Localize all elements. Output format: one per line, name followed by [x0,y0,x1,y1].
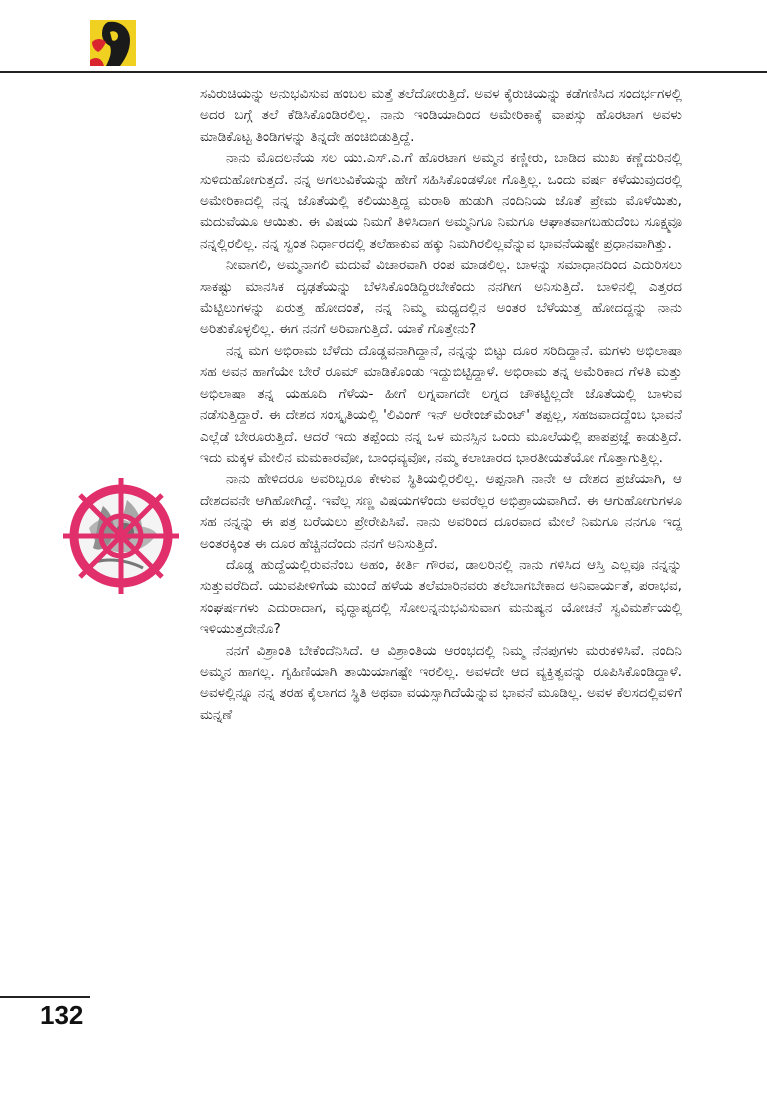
page-number: 132 [40,1000,84,1030]
article-paragraph: ನಾನು ಮೊದಲನೆಯ ಸಲ ಯು.ಎಸ್.ಎ.ಗೆ ಹೊರಟಾಗ ಅಮ್ಮನ ಕಣ್ಣೀರು, ಬಾಡಿದ ಮುಖ ಕಣ್ಣೆದುರಿನಲ್ಲಿ ಸುಳಿದುಹೋಗುತ್ತದೆ. ನನ್ನ ಅಗಲುವಿಕೆಯನ್ನು ಹೇಗೆ ಸಹಿಸಿಕೊಂಡಳೋ ಗೊತ್ತಿಲ್ಲ. ಒಂದು ವರ್ಷ ಕಳೆಯುವುದರಲ್ಲಿ ಅಮೇರಿಕಾದಲ್ಲಿ ನನ್ನ ಜೊತೆಯಲ್ಲಿ ಕಲಿಯುತ್ತಿದ್ದ ಮರಾಠಿ ಹುಡುಗಿ ನಂದಿನಿಯ ಜೊತೆ ಪ್ರೇಮ ಮೊಳೆಯಿತು, ಮದುವೆಯೂ ಆಯಿತು. ಈ ವಿಷಯ ನಿಮಗೆ ತಿಳಿಸಿದಾಗ ಅಮ್ಮನಿಗೂ ನಿಮಗೂ ಆಘಾತವಾಗಬಹುದೆಂಬ ಸೂಕ್ಷ್ಮವೂ ನನ್ನಲ್ಲಿರಲಿಲ್ಲ. ನನ್ನ ಸ್ವಂತ ನಿರ್ಧಾರದಲ್ಲಿ ತಲೆಹಾಕುವ ಹಕ್ಕು ನಿಮಗಿರಲಿಲ್ಲವೆನ್ನುವ ಭಾವನೆಯಷ್ಟೇ ಪ್ರಧಾನವಾಗಿತ್ತು. [200,150,682,252]
article-paragraph: ನನ್ನ ಮಗ ಅಭಿರಾಮ ಬೆಳೆದು ದೊಡ್ಡವನಾಗಿದ್ದಾನೆ, ನನ್ನನ್ನು ಬಿಟ್ಟು ದೂರ ಸರಿದಿದ್ದಾನೆ. ಮಗಳು ಅಭಿಲಾಷಾ ಸಹ ಅವನ ಹಾಗೆಯೇ ಬೇರೆ ರೂಮ್ ಮಾಡಿಕೊಂಡು ಇದ್ದುಬಿಟ್ಟಿದ್ದಾಳೆ. ಅಭಿರಾಮ ತನ್ನ ಅಮೆರಿಕಾದ ಗೆಳತಿ ಮತ್ತು ಅಭಿಲಾಷಾ ತನ್ನ ಯಹೂದಿ ಗೆಳೆಯ- ಹೀಗೆ ಲಗ್ನವಾಗದೇ ಲಗ್ನದ ಚೌಕಟ್ಟಿಲ್ಲದೇ ಜೊತೆಯಲ್ಲಿ ಬಾಳುವ ನಡೆಸುತ್ತಿದ್ದಾರೆ. ಈ ದೇಶದ ಸಂಸ್ಕೃತಿಯಲ್ಲಿ 'ಲಿವಿಂಗ್ ಇನ್ ಅರೇಂಜ್‌ಮೆಂಟ್' ತಪ್ಪಲ್ಲ, ಸಹಜವಾದದ್ದೆಂಬ ಭಾವನೆ ಎಲ್ಲೆಡೆ ಬೇರೂರುತ್ತಿದೆ. ಆದರೆ ಇದು ತಪ್ಪೆಂದು ನನ್ನ ಒಳ ಮನಸ್ಸಿನ ಒಂದು ಮೂಲೆಯಲ್ಲಿ ಪಾಪಪ್ರಜ್ಞೆ ಕಾಡುತ್ತಿದೆ. ಇದು ಮಕ್ಕಳ ಮೇಲಿನ ಮಮಕಾರವೋ, ಬಾಂಧವ್ಯವೋ, ನಮ್ಮ ಕಲಾಚಾರದ ಭಾರತೀಯತೆಯೋ ಗೊತ್ತಾಗುತ್ತಿಲ್ಲ. [200,342,682,466]
article-body [200,84,682,726]
article-paragraph: ದೊಡ್ಡ ಹುದ್ದೆಯಲ್ಲಿರುವನೆಂಬ ಅಹಂ, ಕೀರ್ತಿ ಗೌರವ, ಡಾಲರಿನಲ್ಲಿ ನಾನು ಗಳಿಸಿದ ಆಸ್ತಿ ಎಲ್ಲವೂ ನನ್ನನ್ನು ಸುತ್ತುವರೆದಿದೆ. ಯುವಪೀಳಿಗೆಯ ಮುಂದೆ ಹಳೆಯ ತಲೆಮಾರಿನವರು ತಲೆಬಾಗಬೇಕಾದ ಅನಿವಾರ್ಯತೆ, ಪರಾಭವ, ಸಂಘರ್ಷಗಳು ಎದುರಾದಾಗ, ವೃದ್ಧಾಪ್ಯದಲ್ಲಿ ಸೋಲನ್ನನುಭವಿಸುವಾಗ ಮನುಷ್ಯನ ಯೋಚನೆ ಸ್ವವಿಮರ್ಶೆಯಲ್ಲಿ ಇಳಿಯುತ್ತದೇನೊ? [200,556,682,638]
header-rule [0,71,767,73]
footer-rule [0,996,90,998]
article-paragraph: ಸವಿರುಚಿಯನ್ನು ಅನುಭವಿಸುವ ಹಂಬಲ ಮತ್ತೆ ತಲೆದೋರುತ್ತಿದೆ. ಅವಳ ಕೈರುಚಿಯನ್ನು ಕಡೆಗಣಿಸಿದ ಸಂದರ್ಭಗಳಲ್ಲಿ ಅದರ ಬಗ್ಗೆ ತಲೆ ಕೆಡಿಸಿಕೊಂಡಿರಲಿಲ್ಲ. ನಾನು ಇಂಡಿಯಾದಿಂದ ಅಮೇರಿಕಾಕ್ಕೆ ವಾಪಸ್ಸು ಹೊರಟಾಗ ಅವಳು ಮಾಡಿಕೊಟ್ಟ ತಿಂಡಿಗಳನ್ನು ತಿನ್ನದೇ ಹಂಚಿಬಿಡುತ್ತಿದ್ದೆ. [200,86,682,145]
crosshair-target-illustration-icon [55,470,187,602]
woman-profile-logo-icon [90,20,136,66]
article-paragraph: ನೀವಾಗಲಿ, ಅಮ್ಮನಾಗಲಿ ಮದುವೆ ವಿಚಾರವಾಗಿ ರಂಪ ಮಾಡಲಿಲ್ಲ. ಬಾಳನ್ನು ಸಮಾಧಾನದಿಂದ ಎದುರಿಸಲು ಸಾಕಷ್ಟು ಮಾನಸಿಕ ದೃಢತೆಯನ್ನು ಬೆಳಸಿಕೊಂಡಿದ್ದಿರಬೇಕೆಂದು ನನಗೀಗ ಅನಿಸುತ್ತಿದೆ. ಬಾಳಿನಲ್ಲಿ ಎತ್ತರದ ಮೆಟ್ಟಿಲುಗಳನ್ನು ಏರುತ್ತ ಹೋದಂತೆ, ನನ್ನ ನಿಮ್ಮ ಮಧ್ಯದಲ್ಲಿನ ಅಂತರ ಬೆಳೆಯುತ್ತ ಹೋದದ್ದನ್ನು ನಾನು ಅರಿತುಕೊಳ್ಳಲಿಲ್ಲ. ಈಗ ನನಗೆ ಅರಿವಾಗುತ್ತಿದೆ. ಯಾಕೆ ಗೊತ್ತೇನು? [200,257,682,338]
article-paragraph: ನಾನು ಹೇಳಿದರೂ ಅವರಿಬ್ಬರೂ ಕೇಳುವ ಸ್ಥಿತಿಯಲ್ಲಿರಲಿಲ್ಲ. ಅಪ್ಪನಾಗಿ ನಾನೇ ಆ ದೇಶದ ಪ್ರಜೆಯಾಗಿ, ಆ ದೇಶದವನೇ ಆಗಿಹೋಗಿದ್ದೆ. ಇವೆಲ್ಲ ಸಣ್ಣ ವಿಷಯಗಳೆಂದು ಅವರೆಲ್ಲರ ಅಭಿಪ್ರಾಯವಾಗಿದೆ. ಈ ಆಗುಹೋಗುಗಳೂ ಸಹ ನನ್ನನ್ನು ಈ ಪತ್ರ ಬರೆಯಲು ಪ್ರೇರೇಪಿಸಿವೆ. ನಾನು ಅವರಿಂದ ದೂರವಾದ ಮೇಲೆ ನಿಮಗೂ ನನಗೂ ಇದ್ದ ಅಂತರಕ್ಕಿಂತ ಈ ದೂರ ಹೆಚ್ಚಿನದೆಂದು ನನಗೆ ಅನಿಸುತ್ತಿದೆ. [200,471,682,552]
article-paragraph: ನನಗೆ ವಿಶ್ರಾಂತಿ ಬೇಕೆಂದೆನಿಸಿದೆ. ಆ ವಿಶ್ರಾಂತಿಯ ಆರಂಭದಲ್ಲಿ ನಿಮ್ಮ ನೆನಪುಗಳು ಮರುಕಳಿಸಿವೆ. ನಂದಿನಿ ಅಮ್ಮನ ಹಾಗಲ್ಲ. ಗೃಹಿಣಿಯಾಗಿ ತಾಯಿಯಾಗಷ್ಟೇ ಇರಲಿಲ್ಲ. ಅವಳದೇ ಆದ ವ್ಯಕ್ತಿತ್ವವನ್ನು ರೂಪಿಸಿಕೊಂಡಿದ್ದಾಳೆ. ಅವಳಲ್ಲಿನ್ನೂ ನನ್ನ ತರಹ ಕೈಲಾಗದ ಸ್ಥಿತಿ ಅಥವಾ ವಯಸ್ಸಾಗಿದೆಯೆನ್ನುವ ಭಾವನೆ ಮೂಡಿಲ್ಲ. ಅವಳ ಕೆಲಸದಲ್ಲಿವಳಿಗೆ ಮನ್ನಣೆ [200,642,682,723]
